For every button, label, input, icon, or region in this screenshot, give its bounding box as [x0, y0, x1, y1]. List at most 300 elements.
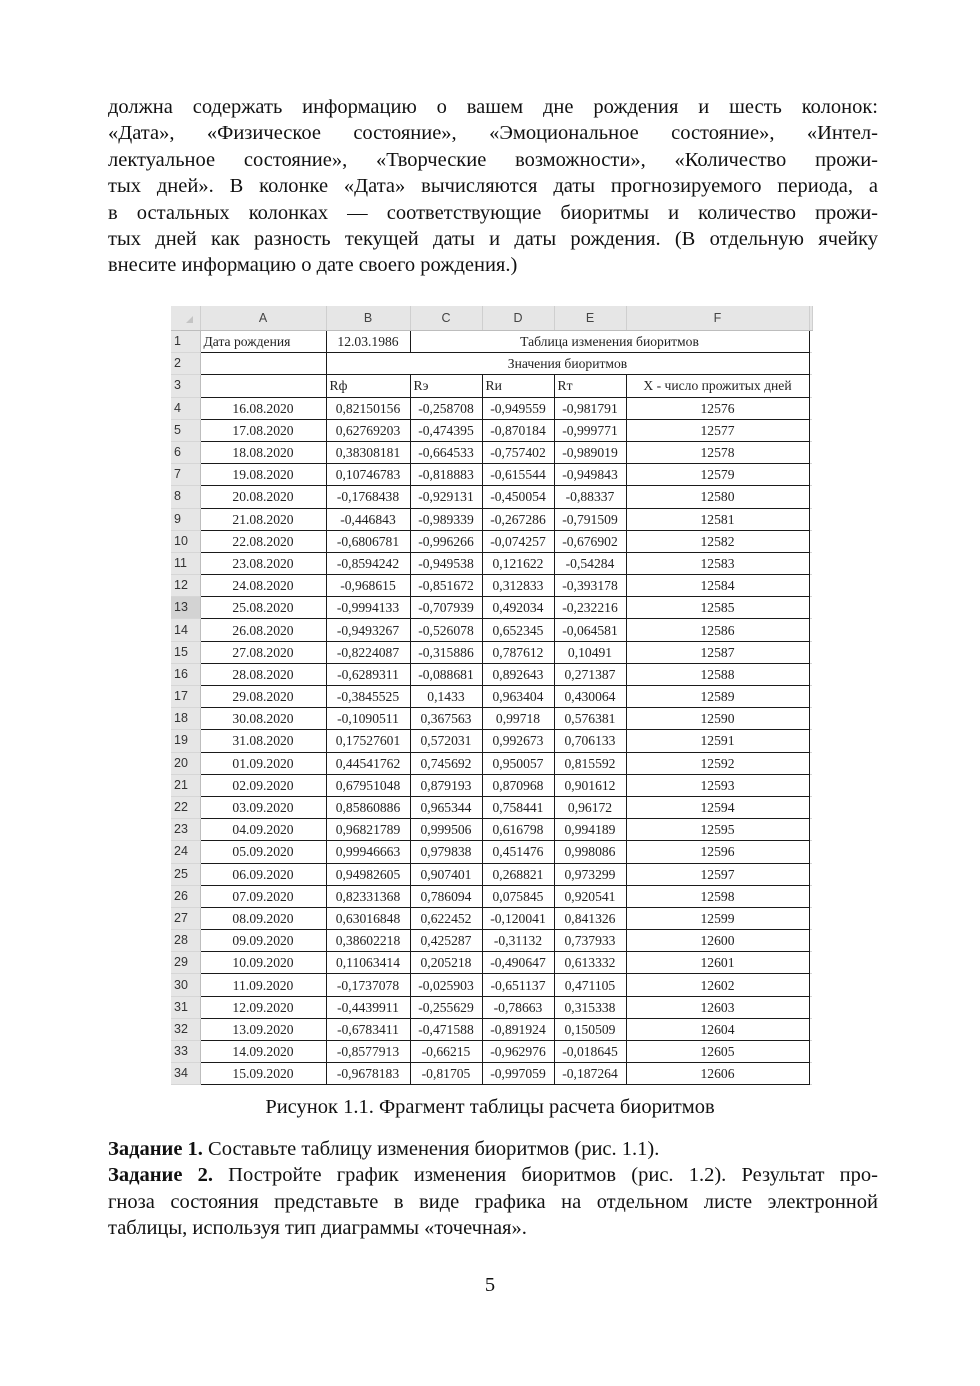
- date-cell[interactable]: 06.09.2020: [200, 863, 326, 885]
- days-lived-cell[interactable]: 12603: [626, 996, 809, 1018]
- ri-cell[interactable]: 0,121622: [482, 552, 554, 574]
- date-cell[interactable]: 25.08.2020: [200, 597, 326, 619]
- rt-cell[interactable]: 0,315338: [554, 996, 626, 1018]
- sheet-row-2: [171, 353, 812, 375]
- row-number[interactable]: 7: [171, 464, 200, 486]
- row-number[interactable]: 29: [171, 952, 200, 974]
- sheet-data-row: [171, 575, 812, 597]
- row-number[interactable]: 31: [171, 996, 200, 1018]
- ri-cell[interactable]: -0,997059: [482, 1063, 554, 1085]
- re-cell[interactable]: -0,851672: [410, 575, 482, 597]
- ri-cell[interactable]: -0,31132: [482, 930, 554, 952]
- column-header-filler: [809, 306, 812, 331]
- ri-cell[interactable]: -0,757402: [482, 441, 554, 463]
- re-cell[interactable]: -0,088681: [410, 663, 482, 685]
- sheet-data-row: [171, 841, 812, 863]
- row-number[interactable]: 27: [171, 907, 200, 929]
- days-lived-cell[interactable]: 12581: [626, 508, 809, 530]
- select-all-triangle-icon: [186, 316, 193, 323]
- re-cell[interactable]: -0,818883: [410, 464, 482, 486]
- rt-cell[interactable]: 0,150509: [554, 1018, 626, 1040]
- days-lived-cell[interactable]: 12598: [626, 885, 809, 907]
- column-header-d[interactable]: D: [482, 306, 554, 331]
- rf-cell[interactable]: -0,1768438: [326, 486, 410, 508]
- sheet-data-row: [171, 1041, 812, 1063]
- row-number[interactable]: 26: [171, 885, 200, 907]
- days-lived-cell[interactable]: 12582: [626, 530, 809, 552]
- days-lived-cell[interactable]: 12577: [626, 419, 809, 441]
- rf-cell[interactable]: 0,44541762: [326, 752, 410, 774]
- days-lived-cell[interactable]: 12587: [626, 641, 809, 663]
- re-cell[interactable]: 0,572031: [410, 730, 482, 752]
- days-lived-cell[interactable]: 12586: [626, 619, 809, 641]
- rf-cell[interactable]: 0,99946663: [326, 841, 410, 863]
- re-cell[interactable]: 0,979838: [410, 841, 482, 863]
- date-cell[interactable]: 27.08.2020: [200, 641, 326, 663]
- days-lived-cell[interactable]: 12578: [626, 441, 809, 463]
- date-cell[interactable]: 19.08.2020: [200, 464, 326, 486]
- date-cell[interactable]: 04.09.2020: [200, 819, 326, 841]
- sheet-data-row: [171, 752, 812, 774]
- column-header-f[interactable]: F: [626, 306, 809, 331]
- column-title-cell[interactable]: X - число прожитых дней: [626, 375, 809, 397]
- days-lived-cell[interactable]: 12599: [626, 907, 809, 929]
- days-lived-cell[interactable]: 12583: [626, 552, 809, 574]
- date-cell[interactable]: 29.08.2020: [200, 686, 326, 708]
- rf-cell[interactable]: -0,6289311: [326, 663, 410, 685]
- ri-cell[interactable]: 0,950057: [482, 752, 554, 774]
- date-cell[interactable]: 03.09.2020: [200, 796, 326, 818]
- ri-cell[interactable]: 0,758441: [482, 796, 554, 818]
- rt-cell[interactable]: -0,676902: [554, 530, 626, 552]
- rt-cell[interactable]: 0,901612: [554, 774, 626, 796]
- row-number[interactable]: 5: [171, 419, 200, 441]
- rt-cell[interactable]: -0,187264: [554, 1063, 626, 1085]
- date-cell[interactable]: 05.09.2020: [200, 841, 326, 863]
- date-cell[interactable]: 08.09.2020: [200, 907, 326, 929]
- row-trail: [809, 752, 812, 774]
- rt-cell[interactable]: -0,989019: [554, 441, 626, 463]
- row-number[interactable]: 19: [171, 730, 200, 752]
- row-number[interactable]: 34: [171, 1063, 200, 1085]
- sheet-data-row: [171, 441, 812, 463]
- sheet-row-3: [171, 375, 812, 397]
- rf-cell[interactable]: -0,9493267: [326, 619, 410, 641]
- days-lived-cell[interactable]: 12606: [626, 1063, 809, 1085]
- row-number[interactable]: 28: [171, 930, 200, 952]
- sheet-data-row: [171, 1018, 812, 1040]
- days-lived-cell[interactable]: 12580: [626, 486, 809, 508]
- days-lived-cell[interactable]: 12605: [626, 1041, 809, 1063]
- days-lived-cell[interactable]: 12595: [626, 819, 809, 841]
- row-trail: [809, 819, 812, 841]
- row-trail: [809, 841, 812, 863]
- rt-cell[interactable]: -0,949843: [554, 464, 626, 486]
- re-cell[interactable]: 0,999506: [410, 819, 482, 841]
- ri-cell[interactable]: 0,451476: [482, 841, 554, 863]
- row-number[interactable]: 11: [171, 552, 200, 574]
- row-number[interactable]: 13: [171, 597, 200, 619]
- ri-cell[interactable]: 0,963404: [482, 686, 554, 708]
- column-title-cell[interactable]: Rи: [482, 375, 554, 397]
- rf-cell[interactable]: -0,4439911: [326, 996, 410, 1018]
- rf-cell[interactable]: 0,38308181: [326, 441, 410, 463]
- rf-cell[interactable]: -0,1737078: [326, 974, 410, 996]
- rt-cell[interactable]: 0,973299: [554, 863, 626, 885]
- column-header-e[interactable]: E: [554, 306, 626, 331]
- date-cell[interactable]: 12.09.2020: [200, 996, 326, 1018]
- sheet-data-row: [171, 930, 812, 952]
- row-trail: [809, 353, 812, 375]
- re-cell[interactable]: -0,255629: [410, 996, 482, 1018]
- days-lived-cell[interactable]: 12600: [626, 930, 809, 952]
- rt-cell[interactable]: 0,471105: [554, 974, 626, 996]
- ri-cell[interactable]: 0,892643: [482, 663, 554, 685]
- sheet-data-row: [171, 419, 812, 441]
- task-2-line-3: таблицы, используя тип диаграммы «точечная».: [108, 1217, 527, 1240]
- re-cell[interactable]: 0,425287: [410, 930, 482, 952]
- row-trail: [809, 774, 812, 796]
- task-1-text: Составьте таблицу изменения биоритмов (рис. 1.1).: [202, 1138, 660, 1160]
- re-cell[interactable]: -0,707939: [410, 597, 482, 619]
- rf-cell[interactable]: -0,968615: [326, 575, 410, 597]
- row-number[interactable]: 8: [171, 486, 200, 508]
- rf-cell[interactable]: 0,94982605: [326, 863, 410, 885]
- ri-cell[interactable]: 0,268821: [482, 863, 554, 885]
- rf-cell[interactable]: 0,63016848: [326, 907, 410, 929]
- intro-line: тых дней». В колонке «Дата» вычисляются даты прогнозируемого периода, а: [108, 175, 878, 198]
- rt-cell[interactable]: 0,613332: [554, 952, 626, 974]
- days-lived-cell[interactable]: 12594: [626, 796, 809, 818]
- sheet-data-row: [171, 619, 812, 641]
- rf-cell[interactable]: 0,17527601: [326, 730, 410, 752]
- column-header-a[interactable]: A: [200, 306, 326, 331]
- rt-cell[interactable]: 0,920541: [554, 885, 626, 907]
- re-cell[interactable]: -0,664533: [410, 441, 482, 463]
- row-trail: [809, 708, 812, 730]
- birth-date-value[interactable]: 12.03.1986: [326, 331, 410, 353]
- date-cell[interactable]: 11.09.2020: [200, 974, 326, 996]
- page-number: 5: [484, 1274, 496, 1296]
- rt-cell[interactable]: 0,430064: [554, 686, 626, 708]
- rf-cell[interactable]: 0,96821789: [326, 819, 410, 841]
- days-lived-cell[interactable]: 12601: [626, 952, 809, 974]
- re-cell[interactable]: -0,81705: [410, 1063, 482, 1085]
- ri-cell[interactable]: -0,651137: [482, 974, 554, 996]
- row-number[interactable]: 4: [171, 397, 200, 419]
- rf-cell[interactable]: -0,9994133: [326, 597, 410, 619]
- intro-line: в остальных колонках — соответствующие биоритмы и количество прожи-: [108, 201, 878, 224]
- ri-cell[interactable]: 0,312833: [482, 575, 554, 597]
- date-cell[interactable]: 23.08.2020: [200, 552, 326, 574]
- spreadsheet-figure: [171, 306, 812, 1092]
- ri-cell[interactable]: 0,616798: [482, 819, 554, 841]
- row-trail: [809, 441, 812, 463]
- row-number[interactable]: 32: [171, 1018, 200, 1040]
- ri-cell[interactable]: 0,992673: [482, 730, 554, 752]
- re-cell[interactable]: 0,1433: [410, 686, 482, 708]
- intro-line: лектуальное состояние», «Творческие возможности», «Количество прожи-: [108, 148, 878, 171]
- rf-cell[interactable]: 0,67951048: [326, 774, 410, 796]
- rf-cell[interactable]: -0,8577913: [326, 1041, 410, 1063]
- date-cell[interactable]: 17.08.2020: [200, 419, 326, 441]
- re-cell[interactable]: 0,786094: [410, 885, 482, 907]
- sheet-data-row: [171, 907, 812, 929]
- date-cell[interactable]: 22.08.2020: [200, 530, 326, 552]
- row-number[interactable]: 25: [171, 863, 200, 885]
- select-all-corner[interactable]: [171, 306, 200, 331]
- sheet-data-row: [171, 663, 812, 685]
- ri-cell[interactable]: -0,120041: [482, 907, 554, 929]
- re-cell[interactable]: 0,745692: [410, 752, 482, 774]
- rf-cell[interactable]: 0,82150156: [326, 397, 410, 419]
- table-title-cell[interactable]: Таблица изменения биоритмов: [410, 331, 809, 353]
- re-cell[interactable]: 0,907401: [410, 863, 482, 885]
- days-lived-cell[interactable]: 12597: [626, 863, 809, 885]
- row-trail: [809, 974, 812, 996]
- row-number[interactable]: 24: [171, 841, 200, 863]
- row-number[interactable]: 21: [171, 774, 200, 796]
- task-1-title: Задание 1.: [108, 1138, 203, 1160]
- ri-cell[interactable]: -0,962976: [482, 1041, 554, 1063]
- empty-cell[interactable]: [200, 375, 326, 397]
- ri-cell[interactable]: 0,870968: [482, 774, 554, 796]
- ri-cell[interactable]: -0,615544: [482, 464, 554, 486]
- re-cell[interactable]: -0,989339: [410, 508, 482, 530]
- rf-cell[interactable]: -0,446843: [326, 508, 410, 530]
- rt-cell[interactable]: -0,393178: [554, 575, 626, 597]
- rf-cell[interactable]: 0,10746783: [326, 464, 410, 486]
- row-trail: [809, 530, 812, 552]
- rf-cell[interactable]: 0,82331368: [326, 885, 410, 907]
- values-subtitle-cell[interactable]: Значения биоритмов: [326, 353, 809, 375]
- row-number[interactable]: 16: [171, 663, 200, 685]
- row-trail: [809, 641, 812, 663]
- sheet-data-row: [171, 597, 812, 619]
- days-lived-cell[interactable]: 12591: [626, 730, 809, 752]
- row-trail: [809, 996, 812, 1018]
- row-trail: [809, 930, 812, 952]
- row-number[interactable]: 18: [171, 708, 200, 730]
- re-cell[interactable]: -0,025903: [410, 974, 482, 996]
- sheet-data-row: [171, 863, 812, 885]
- row-trail: [809, 552, 812, 574]
- date-cell[interactable]: 18.08.2020: [200, 441, 326, 463]
- date-cell[interactable]: 10.09.2020: [200, 952, 326, 974]
- rt-cell[interactable]: 0,10491: [554, 641, 626, 663]
- re-cell[interactable]: 0,205218: [410, 952, 482, 974]
- rf-cell[interactable]: 0,11063414: [326, 952, 410, 974]
- re-cell[interactable]: -0,526078: [410, 619, 482, 641]
- ri-cell[interactable]: -0,490647: [482, 952, 554, 974]
- re-cell[interactable]: 0,965344: [410, 796, 482, 818]
- rf-cell[interactable]: 0,38602218: [326, 930, 410, 952]
- row-number[interactable]: 10: [171, 530, 200, 552]
- rt-cell[interactable]: 0,994189: [554, 819, 626, 841]
- sheet-data-row: [171, 464, 812, 486]
- days-lived-cell[interactable]: 12602: [626, 974, 809, 996]
- re-cell[interactable]: -0,258708: [410, 397, 482, 419]
- ri-cell[interactable]: 0,075845: [482, 885, 554, 907]
- column-header-row: [171, 306, 812, 331]
- rf-cell[interactable]: -0,3845525: [326, 686, 410, 708]
- row-number[interactable]: 17: [171, 686, 200, 708]
- rf-cell[interactable]: -0,9678183: [326, 1063, 410, 1085]
- re-cell[interactable]: -0,929131: [410, 486, 482, 508]
- days-lived-cell[interactable]: 12584: [626, 575, 809, 597]
- date-cell[interactable]: 20.08.2020: [200, 486, 326, 508]
- rf-cell[interactable]: -0,1090511: [326, 708, 410, 730]
- rt-cell[interactable]: 0,576381: [554, 708, 626, 730]
- intro-paragraph: [108, 94, 878, 279]
- ri-cell[interactable]: 0,492034: [482, 597, 554, 619]
- row-number[interactable]: 6: [171, 441, 200, 463]
- row-number[interactable]: 30: [171, 974, 200, 996]
- re-cell[interactable]: -0,996266: [410, 530, 482, 552]
- sheet-data-row: [171, 686, 812, 708]
- row-trail: [809, 686, 812, 708]
- days-lived-cell[interactable]: 12589: [626, 686, 809, 708]
- row-trail: [809, 419, 812, 441]
- task-2-line-2: гноза состояния представьте в виде графика на отдельном листе электронной: [108, 1190, 878, 1213]
- date-cell[interactable]: 09.09.2020: [200, 930, 326, 952]
- ri-cell[interactable]: -0,78663: [482, 996, 554, 1018]
- ri-cell[interactable]: -0,891924: [482, 1018, 554, 1040]
- rt-cell[interactable]: 0,737933: [554, 930, 626, 952]
- sheet-data-row: [171, 397, 812, 419]
- re-cell[interactable]: -0,474395: [410, 419, 482, 441]
- days-lived-cell[interactable]: 12576: [626, 397, 809, 419]
- sheet-data-row: [171, 486, 812, 508]
- re-cell[interactable]: 0,879193: [410, 774, 482, 796]
- row-number[interactable]: 1: [171, 331, 200, 353]
- date-cell[interactable]: 30.08.2020: [200, 708, 326, 730]
- row-trail: [809, 1018, 812, 1040]
- ri-cell[interactable]: -0,267286: [482, 508, 554, 530]
- days-lived-cell[interactable]: 12592: [626, 752, 809, 774]
- rt-cell[interactable]: 0,998086: [554, 841, 626, 863]
- rf-cell[interactable]: -0,6806781: [326, 530, 410, 552]
- days-lived-cell[interactable]: 12604: [626, 1018, 809, 1040]
- row-number[interactable]: 23: [171, 819, 200, 841]
- date-cell[interactable]: 24.08.2020: [200, 575, 326, 597]
- re-cell[interactable]: -0,66215: [410, 1041, 482, 1063]
- row-number[interactable]: 20: [171, 752, 200, 774]
- ri-cell[interactable]: 0,652345: [482, 619, 554, 641]
- days-lived-cell[interactable]: 12596: [626, 841, 809, 863]
- column-title-cell[interactable]: Rэ: [410, 375, 482, 397]
- task-1: [108, 1136, 878, 1162]
- ri-cell[interactable]: 0,787612: [482, 641, 554, 663]
- days-lived-cell[interactable]: 12590: [626, 708, 809, 730]
- days-lived-cell[interactable]: 12593: [626, 774, 809, 796]
- date-cell[interactable]: 01.09.2020: [200, 752, 326, 774]
- sheet-data-row: [171, 530, 812, 552]
- column-title-cell[interactable]: Rт: [554, 375, 626, 397]
- row-number[interactable]: 33: [171, 1041, 200, 1063]
- date-cell[interactable]: 07.09.2020: [200, 885, 326, 907]
- rt-cell[interactable]: -0,791509: [554, 508, 626, 530]
- row-number[interactable]: 2: [171, 353, 200, 375]
- date-cell[interactable]: 02.09.2020: [200, 774, 326, 796]
- intro-line: внесите информацию о дате своего рождения.): [108, 254, 518, 277]
- row-number[interactable]: 3: [171, 375, 200, 397]
- task-2-text: Постройте график изменения биоритмов (рис. 1.2). Результат про-: [212, 1164, 878, 1187]
- ri-cell[interactable]: -0,074257: [482, 530, 554, 552]
- ri-cell[interactable]: -0,870184: [482, 419, 554, 441]
- column-header-b[interactable]: B: [326, 306, 410, 331]
- sheet-data-row: [171, 885, 812, 907]
- rt-cell[interactable]: -0,018645: [554, 1041, 626, 1063]
- re-cell[interactable]: 0,367563: [410, 708, 482, 730]
- re-cell[interactable]: 0,622452: [410, 907, 482, 929]
- date-cell[interactable]: 15.09.2020: [200, 1063, 326, 1085]
- date-cell[interactable]: 14.09.2020: [200, 1041, 326, 1063]
- row-trail: [809, 1041, 812, 1063]
- row-number[interactable]: 22: [171, 796, 200, 818]
- rt-cell[interactable]: -0,54284: [554, 552, 626, 574]
- sheet-data-row: [171, 641, 812, 663]
- ri-cell[interactable]: -0,450054: [482, 486, 554, 508]
- rt-cell[interactable]: 0,815592: [554, 752, 626, 774]
- rf-cell[interactable]: 0,85860886: [326, 796, 410, 818]
- column-title-cell[interactable]: Rф: [326, 375, 410, 397]
- empty-cell[interactable]: [200, 353, 326, 375]
- rf-cell[interactable]: -0,8224087: [326, 641, 410, 663]
- date-cell[interactable]: 21.08.2020: [200, 508, 326, 530]
- re-cell[interactable]: -0,471588: [410, 1018, 482, 1040]
- rt-cell[interactable]: -0,88337: [554, 486, 626, 508]
- column-header-c[interactable]: C: [410, 306, 482, 331]
- re-cell[interactable]: -0,315886: [410, 641, 482, 663]
- row-trail: [809, 730, 812, 752]
- row-trail: [809, 375, 812, 397]
- rf-cell[interactable]: 0,62769203: [326, 419, 410, 441]
- rt-cell[interactable]: -0,981791: [554, 397, 626, 419]
- date-cell[interactable]: 31.08.2020: [200, 730, 326, 752]
- re-cell[interactable]: -0,949538: [410, 552, 482, 574]
- days-lived-cell[interactable]: 12588: [626, 663, 809, 685]
- date-cell[interactable]: 28.08.2020: [200, 663, 326, 685]
- task-2: [108, 1162, 878, 1188]
- rt-cell[interactable]: 0,841326: [554, 907, 626, 929]
- rf-cell[interactable]: -0,6783411: [326, 1018, 410, 1040]
- date-cell[interactable]: 13.09.2020: [200, 1018, 326, 1040]
- days-lived-cell[interactable]: 12579: [626, 464, 809, 486]
- rt-cell[interactable]: -0,232216: [554, 597, 626, 619]
- days-lived-cell[interactable]: 12585: [626, 597, 809, 619]
- date-cell[interactable]: 16.08.2020: [200, 397, 326, 419]
- row-number[interactable]: 14: [171, 619, 200, 641]
- row-number[interactable]: 12: [171, 575, 200, 597]
- birth-date-label[interactable]: Дата рождения: [200, 331, 326, 353]
- rf-cell[interactable]: -0,8594242: [326, 552, 410, 574]
- row-number[interactable]: 9: [171, 508, 200, 530]
- ri-cell[interactable]: 0,99718: [482, 708, 554, 730]
- row-number[interactable]: 15: [171, 641, 200, 663]
- rt-cell[interactable]: 0,96172: [554, 796, 626, 818]
- ri-cell[interactable]: -0,949559: [482, 397, 554, 419]
- date-cell[interactable]: 26.08.2020: [200, 619, 326, 641]
- row-trail: [809, 575, 812, 597]
- sheet-row-1: [171, 331, 812, 353]
- rt-cell[interactable]: 0,706133: [554, 730, 626, 752]
- rt-cell[interactable]: -0,999771: [554, 419, 626, 441]
- sheet-data-row: [171, 708, 812, 730]
- rt-cell[interactable]: -0,064581: [554, 619, 626, 641]
- tasks-section: [108, 1136, 878, 1242]
- rt-cell[interactable]: 0,271387: [554, 663, 626, 685]
